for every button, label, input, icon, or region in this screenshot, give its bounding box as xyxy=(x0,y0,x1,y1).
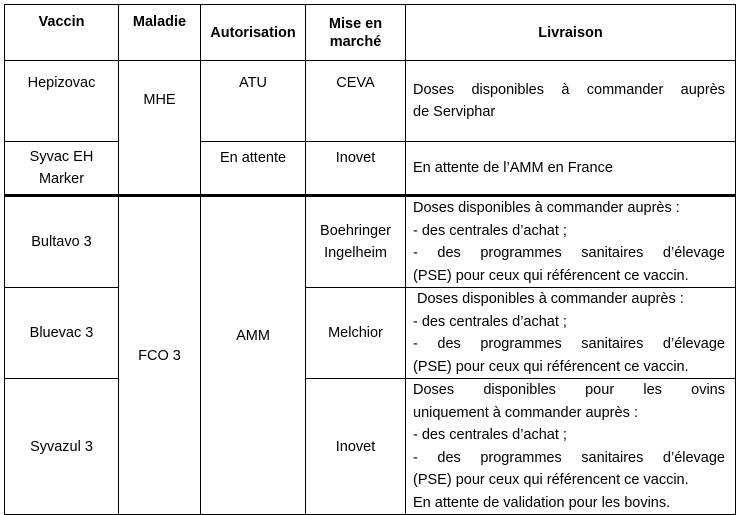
livraison-line: Doses disponibles à commander auprès : xyxy=(417,291,684,307)
mise-en-marche-line: Boehringer xyxy=(320,223,391,239)
cell-mise-en-marche: Inovet xyxy=(306,142,406,196)
cell-vaccin: Syvazul 3 xyxy=(5,379,119,515)
vaccine-table xyxy=(4,4,736,515)
livraison-line: - des programmes sanitaires d’élevage xyxy=(413,449,725,466)
table-header-row xyxy=(5,5,736,61)
vaccin-line: Syvac EH xyxy=(29,149,94,165)
cell-mise-en-marche: CEVA xyxy=(306,61,406,142)
cell-livraison xyxy=(406,288,736,379)
livraison-line: Doses disponibles à commander auprès xyxy=(413,81,725,98)
livraison-line: (PSE) pour ceux qui référencent ce vaccin. xyxy=(413,267,689,284)
cell-mise-en-marche: Inovet xyxy=(306,379,406,515)
cell-mise-en-marche: Melchior xyxy=(306,288,406,379)
header-maladie: Maladie xyxy=(119,5,201,61)
table-row xyxy=(5,142,736,196)
cell-vaccin: Hepizovac xyxy=(5,61,119,142)
livraison-line: - des centrales d’achat ; xyxy=(413,427,567,443)
livraison-line: uniquement à commander auprès : xyxy=(413,404,638,421)
livraison-line: Doses disponibles pour les ovins xyxy=(413,382,725,398)
cell-livraison: En attente de l’AMM en France xyxy=(406,142,736,196)
livraison-line: - des programmes sanitaires d’élevage xyxy=(413,336,725,352)
cell-autorisation: En attente xyxy=(201,142,306,196)
livraison-line: - des centrales d’achat ; xyxy=(413,222,567,239)
mise-en-marche-line: Ingelheim xyxy=(324,245,387,261)
cell-maladie: MHE xyxy=(119,61,201,196)
cell-vaccin: Bultavo 3 xyxy=(5,196,119,288)
header-vaccin: Vaccin xyxy=(5,5,119,61)
cell-maladie: FCO 3 xyxy=(119,196,201,515)
cell-livraison xyxy=(406,61,736,142)
header-mise-en-marche-line2: marché xyxy=(329,33,382,50)
header-livraison: Livraison xyxy=(406,5,736,61)
cell-vaccin: Bluevac 3 xyxy=(5,288,119,379)
livraison-line: (PSE) pour ceux qui référencent ce vaccin. xyxy=(413,472,689,488)
table-row xyxy=(5,288,736,379)
cell-mise-en-marche xyxy=(306,196,406,288)
livraison-line: En attente de validation pour les bovins. xyxy=(413,494,671,511)
cell-livraison xyxy=(406,379,736,515)
livraison-line: (PSE) pour ceux qui référencent ce vaccin. xyxy=(413,358,689,375)
livraison-line: - des programmes sanitaires d’élevage xyxy=(413,245,725,261)
cell-autorisation: AMM xyxy=(201,196,306,515)
livraison-line: Doses disponibles à commander auprès : xyxy=(413,200,680,216)
livraison-line: - des centrales d’achat ; xyxy=(413,313,567,330)
header-mise-en-marche-line1: Mise en xyxy=(328,15,383,32)
cell-livraison xyxy=(406,196,736,288)
table-row xyxy=(5,196,736,288)
table-row xyxy=(5,379,736,515)
table-row xyxy=(5,61,736,142)
header-mise-en-marche xyxy=(306,5,406,61)
header-autorisation: Autorisation xyxy=(201,5,306,61)
livraison-line: de Serviphar xyxy=(413,104,496,120)
vaccin-line: Marker xyxy=(38,171,85,187)
cell-vaccin xyxy=(5,142,119,196)
cell-autorisation: ATU xyxy=(201,61,306,142)
